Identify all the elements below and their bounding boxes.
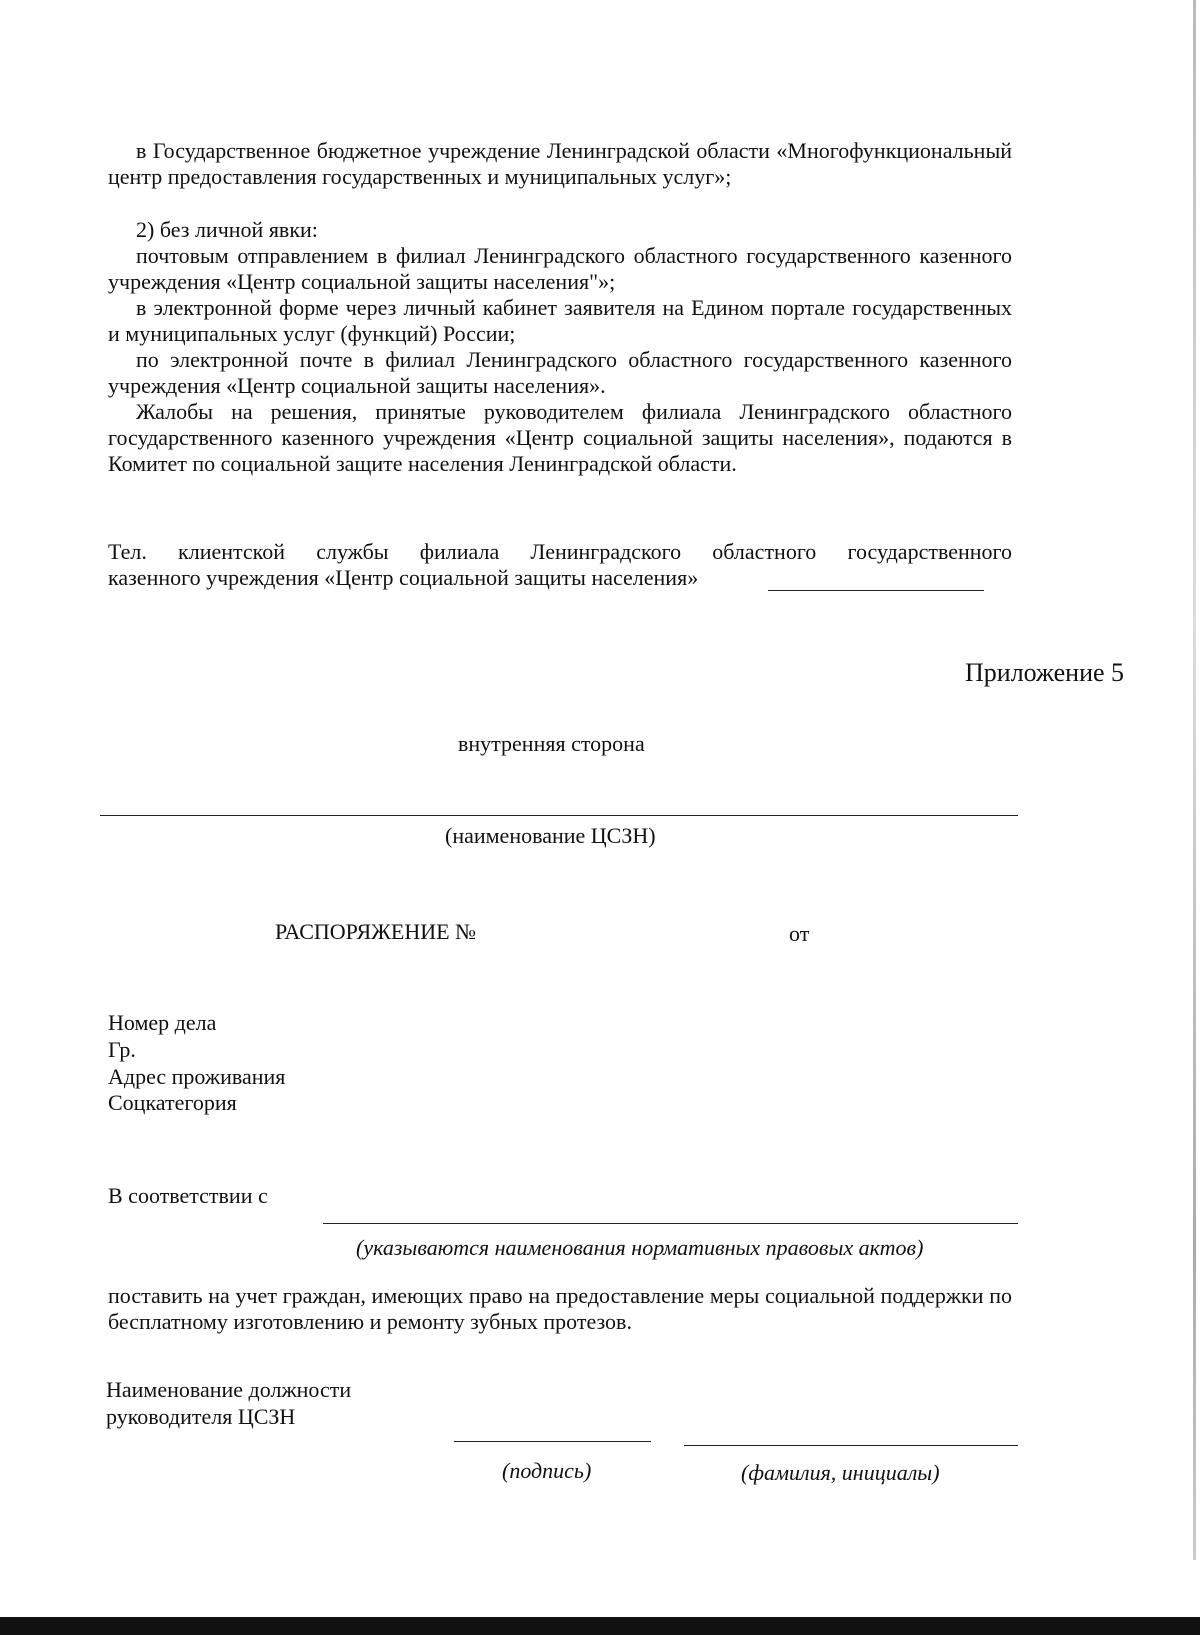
phone-line-2: казенного учреждения «Центр социальной защиты населения»	[108, 565, 699, 590]
paragraph-complaints: Жалобы на решения, принятые руководителем филиала Ленинградского областного государственного казенного учреждения «Центр социальной защиты населения», подаются в Комитет по социальной защите населения Ленинградской области.	[108, 399, 1012, 476]
legal-acts-line	[323, 1223, 1018, 1224]
item-no-visit: 2) без личной явки:	[136, 217, 318, 242]
category-label: Соцкатегория	[108, 1090, 237, 1115]
position-label-1: Наименование должности	[106, 1377, 352, 1402]
name-caption: (фамилия, инициалы)	[741, 1460, 940, 1485]
case-number-label: Номер дела	[108, 1010, 217, 1035]
scan-edge-bottom	[0, 1617, 1200, 1635]
paragraph-portal: в электронной форме через личный кабинет заявителя на Едином портале государственных и муниципальных услуг (функций) России;	[108, 295, 1012, 346]
paragraph-post: почтовым отправлением в филиал Ленинградского областного государственного казенного учреждения «Центр социальной защиты населения"»;	[108, 243, 1012, 294]
name-line	[684, 1445, 1018, 1446]
org-name-line	[100, 815, 1018, 816]
appendix-label: Приложение 5	[965, 658, 1125, 687]
citizen-label: Гр.	[108, 1037, 136, 1062]
org-name-caption: (наименование ЦСЗН)	[445, 823, 656, 848]
position-label-2: руководителя ЦСЗН	[106, 1404, 296, 1429]
order-from: от	[789, 921, 810, 946]
signature-caption: (подпись)	[502, 1458, 592, 1483]
decision-text: поставить на учет граждан, имеющих право на предоставление меры социальной поддержки по бесплатному изготовлению и ремонту зубных протезов.	[108, 1283, 1012, 1334]
accordance-label: В соответствии с	[108, 1183, 268, 1208]
paragraph-mfc: в Государственное бюджетное учреждение Ленинградской области «Многофункциональный центр предоставления государственных и муниципальных услуг»;	[108, 138, 1012, 189]
order-title: РАСПОРЯЖЕНИЕ №	[275, 919, 477, 944]
address-label: Адрес проживания	[108, 1064, 286, 1089]
legal-acts-caption: (указываются наименования нормативных правовых актов)	[356, 1235, 924, 1260]
signature-line	[454, 1441, 651, 1442]
paragraph-email: по электронной почте в филиал Ленинградского областного государственного казенного учреждения «Центр социальной защиты населения».	[108, 347, 1012, 398]
inner-side-label: внутренняя сторона	[458, 731, 645, 756]
scan-edge-right	[1193, 0, 1196, 1560]
phone-blank-line	[768, 590, 984, 591]
phone-line-1: Тел. клиентской службы филиала Ленинградского областного государственного	[108, 539, 1012, 564]
